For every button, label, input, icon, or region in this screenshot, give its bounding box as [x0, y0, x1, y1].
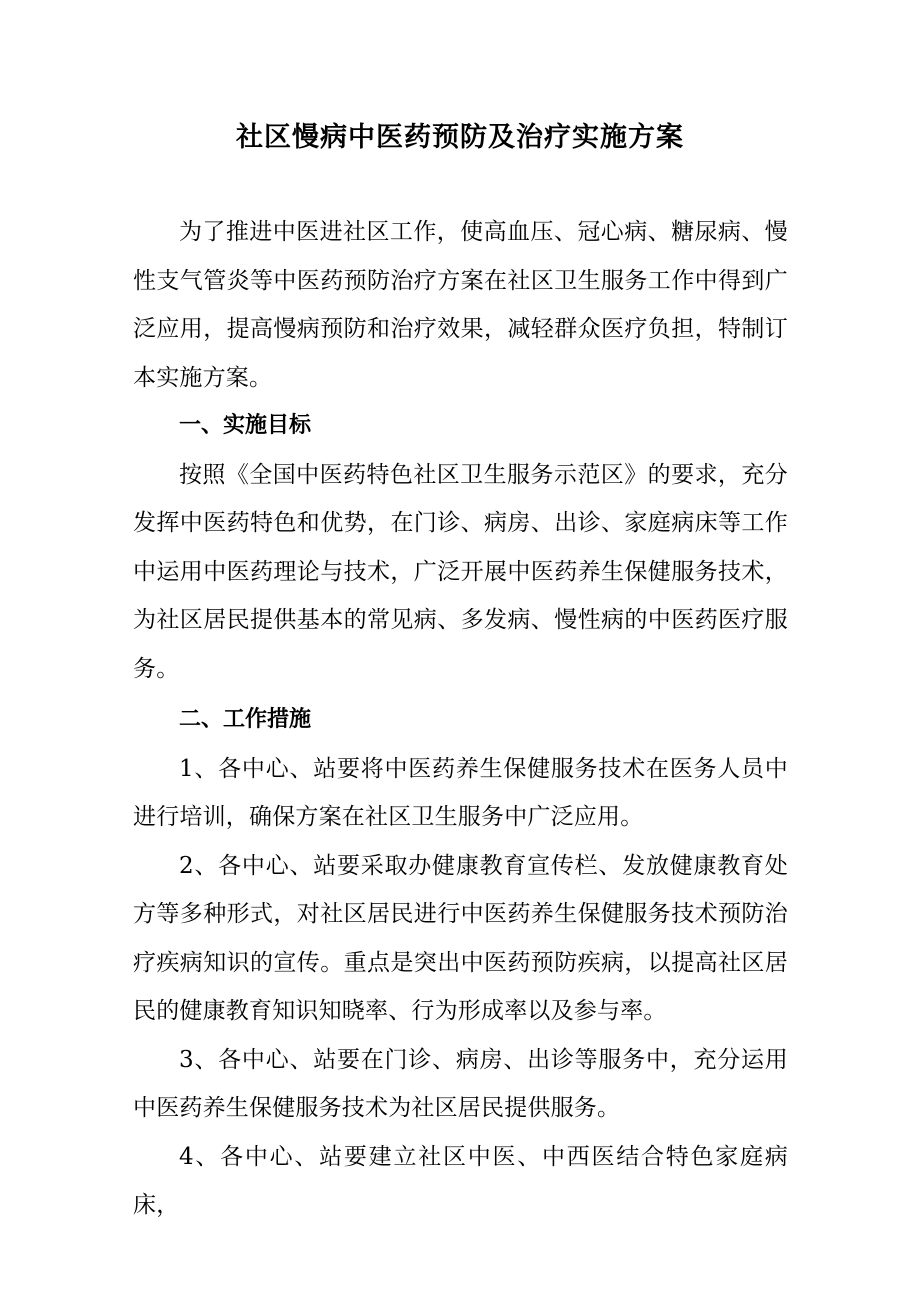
intro-paragraph: 为了推进中医进社区工作，使高血压、冠心病、糖尿病、慢性支气管炎等中医药预防治疗方案在社区卫生服务工作中得到广泛应用，提高慢病预防和治疗效果，减轻群众医疗负担，特制订本实施方案。 — [133, 219, 788, 391]
measure-item-2: 2、各中心、站要采取办健康教育宣传栏、发放健康教育处方等多种形式，对社区居民进行中医药养生保健服务技术预防治疗疾病知识的宣传。重点是突出中医药预防疾病，以提高社区居民的健康教育知识知晓率、行为形成率以及参与率。 — [133, 852, 788, 1024]
goals-paragraph: 按照《全国中医药特色社区卫生服务示范区》的要求，充分发挥中医药特色和优势，在门诊、病房、出诊、家庭病床等工作中运用中医药理论与技术，广泛开展中医药养生保健服务技术，为社区居民提供基本的常见病、多发病、慢性病的中医药医疗服务。 — [133, 461, 788, 682]
measure-item-4: 4、各中心、站要建立社区中医、中西医结合特色家庭病床， — [133, 1143, 788, 1218]
document-body — [133, 208, 788, 1230]
document-title: 社区慢病中医药预防及治疗实施方案 — [236, 122, 684, 153]
measure-item-1: 1、各中心、站要将中医药养生保健服务技术在医务人员中进行培训，确保方案在社区卫生服务中广泛应用。 — [133, 755, 788, 830]
section-heading-measures: 二、工作措施 — [179, 707, 312, 732]
measure-item-3: 3、各中心、站要在门诊、病房、出诊等服务中，充分运用中医药养生保健服务技术为社区居民提供服务。 — [133, 1046, 788, 1121]
section-heading-goals: 一、实施目标 — [179, 413, 312, 438]
